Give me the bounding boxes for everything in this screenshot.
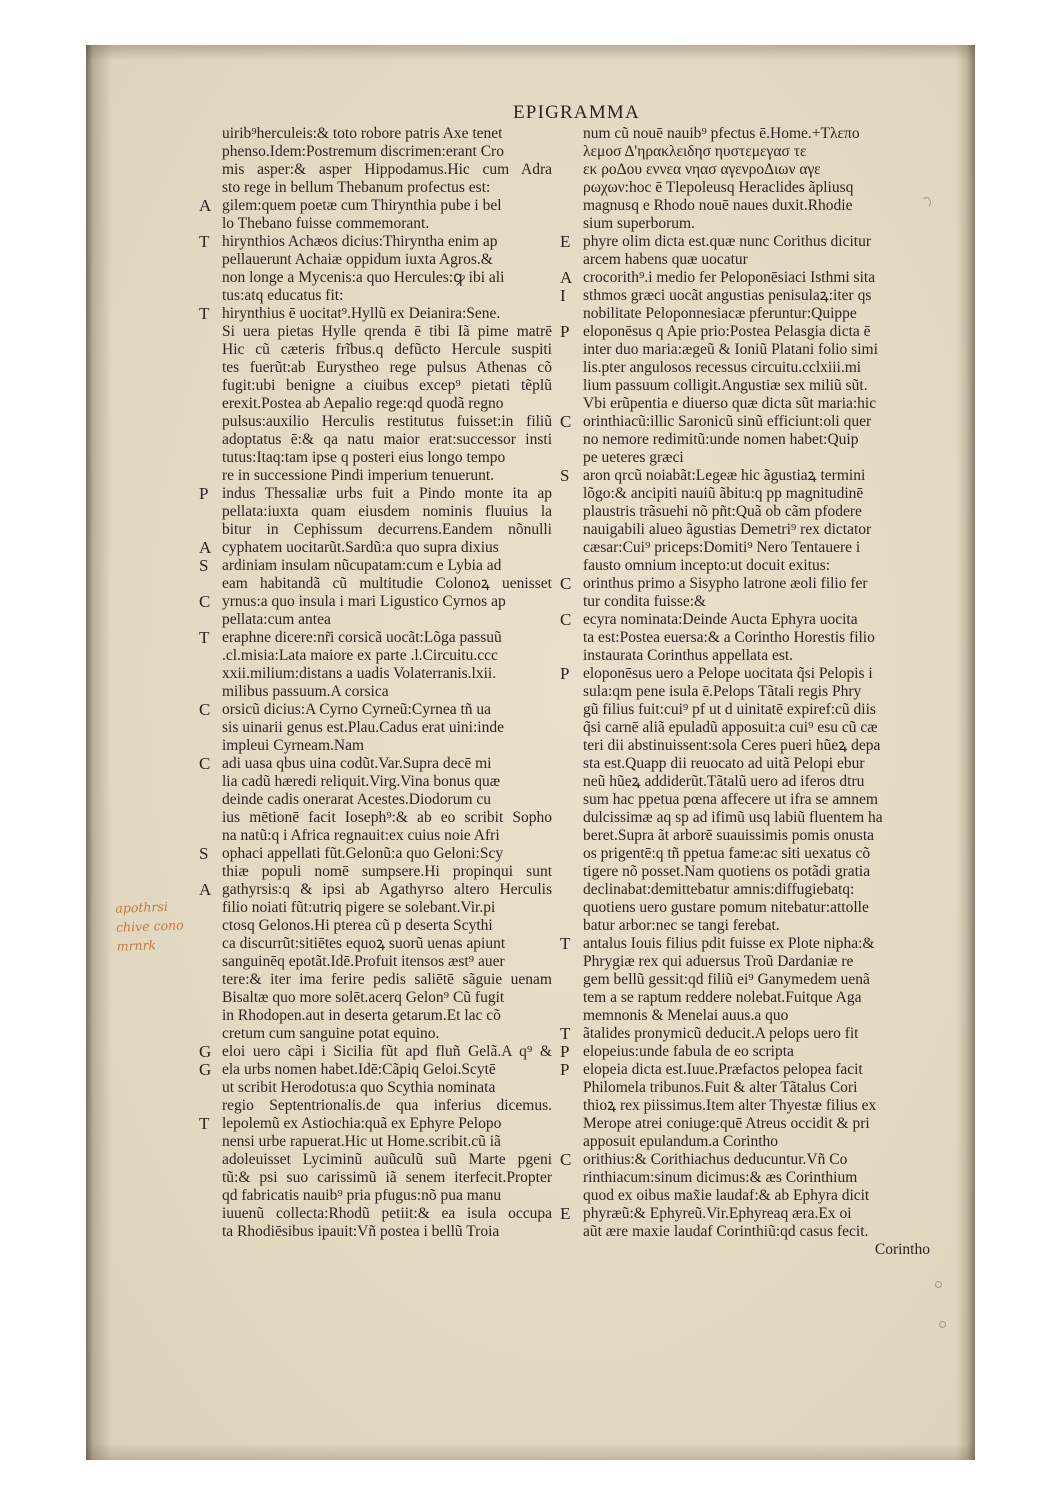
line-text: ctosq Gelonos.Hi pterea cũ p deserta Scythi xyxy=(222,917,493,934)
line-text: cæsar:Cui⁹ priceps:Domiti⁹ Nero Tentauere i xyxy=(583,539,861,556)
text-line xyxy=(222,1007,552,1025)
initial-letter: C xyxy=(560,1150,572,1169)
line-text: pulsus:auxilio Herculis restitutus fuisset:in filiũ xyxy=(222,413,552,430)
text-line xyxy=(583,251,933,269)
line-text: hirynthios Achæos dicius:Thiryntha enim ap xyxy=(222,233,498,250)
text-line xyxy=(583,845,933,863)
text-line xyxy=(583,899,933,917)
text-line xyxy=(560,322,933,341)
line-text: na natũ:q i Africa regnauit:ex cuius noie Afri xyxy=(222,827,500,844)
line-text: pellata:iuxta quam eiusdem nominis fluuius la xyxy=(222,503,552,520)
line-text: aũt ære maxie laudaf Corinthiũ:qd casus fecit. xyxy=(583,1223,869,1240)
line-text: Si uera pietas Hylle qrenda ē tibi Iã pime matrē xyxy=(222,323,552,340)
text-line xyxy=(222,521,552,539)
line-text: crocorith⁹.i medio fer Peloponēsiaci Isthmi sita xyxy=(583,269,876,286)
text-line xyxy=(199,484,552,503)
line-text: tus:atq educatus fit: xyxy=(222,287,344,304)
line-text: tem a se raptum reddere nolebat.Fuitque Aga xyxy=(583,989,862,1006)
margin-note-line: mrnrk xyxy=(116,937,157,954)
text-line xyxy=(222,683,552,701)
text-line xyxy=(583,719,933,737)
line-text: dulcissimæ aq sp ad ifimũ usq labiũ fluentem ha xyxy=(583,809,883,826)
line-text: gilem:quem poetæ cum Thirynthia pube i bel xyxy=(222,197,502,214)
text-line xyxy=(583,1169,933,1187)
text-line xyxy=(222,503,552,521)
text-line xyxy=(199,232,552,251)
line-text: declinabat:demittebatur amnis:diffugiebatq: xyxy=(583,881,855,898)
line-text: lõgo:& ancipiti nauiũ ãbitu:q pp magnitudinē xyxy=(583,485,864,502)
line-text: eloponēsus q Apie prio:Postea Pelasgia dicta ē xyxy=(583,323,871,340)
line-text: tur condita fuisse:& xyxy=(583,593,707,610)
text-line xyxy=(222,179,552,197)
line-text: memnonis & Menelai auus.a quo xyxy=(583,1007,789,1024)
initial-letter: P xyxy=(560,664,570,683)
text-line xyxy=(583,1133,933,1151)
initial-letter: T xyxy=(199,232,210,251)
line-text: mis asper:& asper Hippodamus.Hic cum Adra xyxy=(222,161,552,178)
initial-letter: A xyxy=(199,880,212,899)
text-line xyxy=(583,143,933,161)
text-line xyxy=(583,1079,933,1097)
text-line xyxy=(583,809,933,827)
text-line xyxy=(560,664,933,683)
text-line xyxy=(583,647,933,665)
line-text: .cl.misia:Lata maiore ex parte .l.Circuitu.ccc xyxy=(222,647,498,664)
line-text: num cũ nouē nauib⁹ pfectus ē.Home.+Τλεπο xyxy=(583,125,860,142)
stray-mark xyxy=(939,1321,946,1328)
initial-letter: A xyxy=(199,196,212,215)
line-text: sanguinēq epotãt.Idē.Profuit itensos æst⁹ auer xyxy=(222,953,505,970)
text-line xyxy=(560,1024,933,1043)
stray-mark xyxy=(935,1281,942,1288)
line-text: lium passuum colligit.Angustiæ sex miliũ sũt. xyxy=(583,377,868,394)
text-line xyxy=(583,215,933,233)
line-text: phenso.Idem:Postremum discrimen:erant Cro xyxy=(222,143,504,160)
initial-letter: S xyxy=(199,844,209,863)
text-line xyxy=(199,538,552,557)
text-line xyxy=(583,521,933,539)
initial-letter: S xyxy=(199,556,209,575)
line-text: nobilitate Peloponnesiacæ pferuntur:Quippe xyxy=(583,305,857,322)
line-text: tutus:Itaq:tam ipse q posteri eius longo tempo xyxy=(222,449,506,466)
line-text: re in successione Pindi imperium tenuerunt. xyxy=(222,467,495,484)
initial-letter: S xyxy=(560,466,570,485)
initial-letter: C xyxy=(199,754,211,773)
stray-mark xyxy=(922,197,931,208)
line-text: sthmos græci uocãt angustias penisulaꝝ:iter qs xyxy=(583,287,872,304)
initial-letter: A xyxy=(560,268,573,287)
text-line xyxy=(222,449,552,467)
line-text: sis uinarii genus est.Plau.Cadus erat uini:inde xyxy=(222,719,504,736)
line-text: filio noiati fũt:utriq pigere se solebant.Vir.pi xyxy=(222,899,496,916)
text-line xyxy=(222,1079,552,1097)
text-line xyxy=(583,197,933,215)
text-line xyxy=(199,844,552,863)
initial-letter: T xyxy=(199,628,210,647)
line-text: thioꝝ rex piissimus.Item alter Thyestæ filius ex xyxy=(583,1097,877,1114)
line-text: orsicũ dicius:A Cyrno Cyrneũ:Cyrnea tñ ua xyxy=(222,701,492,718)
line-text: orinthiacũ:illic Saronicũ sinũ efficiunt:oli quer xyxy=(583,413,872,430)
line-text: neũ hũeꝝ addiderũt.Tãtalũ uero ad iferos dtru xyxy=(583,773,865,790)
line-text: qd fabricatis nauib⁹ pria pfugus:nõ pua manu xyxy=(222,1187,502,1204)
text-line xyxy=(583,827,933,845)
line-text: lepolemũ ex Astiochia:quã ex Ephyre Pelopo xyxy=(222,1115,502,1132)
line-text: beret.Supra ãt arborē suauissimis pomis onusta xyxy=(583,827,875,844)
handwritten-margin-note xyxy=(115,895,217,955)
text-line xyxy=(222,1025,552,1043)
line-text: ut scribit Herodotus:a quo Scythia nominata xyxy=(222,1079,496,1096)
text-line xyxy=(222,719,552,737)
text-line xyxy=(222,413,552,431)
line-text: adi uasa qbus uina codũt.Var.Supra decē mi xyxy=(222,755,492,772)
text-line xyxy=(560,232,933,251)
initial-letter: P xyxy=(199,484,209,503)
line-text: tere:& iter ima ferire pedis saliētē sãguie uenam xyxy=(222,971,552,988)
text-line xyxy=(222,161,552,179)
line-text: elopeia dicta est.Iuue.Præfactos pelopea facit xyxy=(583,1061,863,1078)
line-text: xxii.milium:distans a uadis Volaterranis.lxii. xyxy=(222,665,497,682)
initial-letter: C xyxy=(199,700,211,719)
text-line xyxy=(222,1187,552,1205)
line-text: sula:qm pene isula ē.Pelops Tãtali regis Phry xyxy=(583,683,862,700)
line-text: adoptatus ē:& qa natu maior erat:successor insti xyxy=(222,431,552,448)
line-text: plaustris trãsuehi nõ pñt:Quã ob cãm pfodere xyxy=(583,503,862,520)
text-line xyxy=(583,1007,933,1025)
line-text: cretum cum sanguine potat equino. xyxy=(222,1025,440,1042)
text-line xyxy=(560,412,933,431)
line-text: eraphne dicere:nr̃i corsicã uocãt:Lõga passuũ xyxy=(222,629,502,646)
line-text: sum hac ppetua pœna affecere ut ifra se amnem xyxy=(583,791,878,808)
line-text: ρωχων:hoc ē Tlepoleusq Heraclides ãpliusq xyxy=(583,179,854,196)
line-text: eam habitandã cũ multitudie Colonoꝝ uenisset xyxy=(222,575,552,592)
line-text: Phrygiæ rex qui aduersus Troũ Dardaniæ re xyxy=(583,953,854,970)
line-text: tigere nõ posset.Nam quotiens os potãdi gratia xyxy=(583,863,871,880)
line-text: fausto omnium incepto:ut docuit exitus: xyxy=(583,557,831,574)
catchword: Corintho xyxy=(874,1241,930,1258)
line-text: hirynthius ē uocitat⁹.Hyllũ ex Deianira:Sene. xyxy=(222,305,501,322)
text-line xyxy=(222,1133,552,1151)
left-text-column xyxy=(199,125,552,1241)
line-text: orinthus primo a Sisypho latrone æoli filio fer xyxy=(583,575,868,592)
text-line xyxy=(222,287,552,305)
initial-letter: P xyxy=(560,1060,570,1079)
text-line xyxy=(222,1151,552,1169)
line-text: ela urbs nomen habet.Idē:Cãpiq Geloi.Scytē xyxy=(222,1061,496,1078)
text-line xyxy=(222,143,552,161)
text-line xyxy=(199,556,552,575)
text-line xyxy=(222,323,552,341)
text-line xyxy=(583,701,933,719)
scanned-page xyxy=(86,45,975,1460)
line-text: nauigabili alueo ãgustias Demetri⁹ rex dictator xyxy=(583,521,872,538)
line-text: eloi uero cãpi i Sicilia fũt apd fluñ Gelã.A q⁹ & xyxy=(222,1043,552,1060)
text-line xyxy=(583,377,933,395)
line-text: tũ:& psi suo carissimũ iã senem iterfecit.Propter xyxy=(222,1169,552,1186)
text-line xyxy=(583,1187,933,1205)
line-text: lo Thebano fuisse commemorant. xyxy=(222,215,430,232)
line-text: quod ex oibus max̃ie laudaf:& ab Ephyra dicit xyxy=(583,1187,870,1204)
text-line xyxy=(222,989,552,1007)
line-text: gem bellũ gessit:qd filiũ ei⁹ Ganymedem uenã xyxy=(583,971,870,988)
line-text: antalus Iouis filius pdit fuisse ex Plote nipha:& xyxy=(583,935,875,952)
line-text: bitur in Cephissum decurrens.Eandem nõnulli xyxy=(222,521,552,538)
initial-letter: P xyxy=(560,322,570,341)
text-line xyxy=(583,953,933,971)
text-line xyxy=(199,1060,552,1079)
initial-letter: C xyxy=(560,412,572,431)
text-line xyxy=(222,827,552,845)
text-line xyxy=(199,1114,552,1133)
initial-letter: E xyxy=(560,232,571,251)
line-text: inter duo maria:ægeũ & Ioniũ Platani folio simi xyxy=(583,341,878,358)
running-title: EPIGRAMMA xyxy=(513,102,640,123)
line-text: uirib⁹herculeis:& toto robore patris Axe tenet xyxy=(222,125,503,142)
line-text: λεμοσ Δ'ηρακλειδησ ηυστεμεγασ τε xyxy=(583,143,807,160)
line-text: ius mētionē facit Ioseph⁹:& ab eo scribit Sopho xyxy=(222,809,552,826)
line-text: no nemore redimitũ:unde nomen habet:Quip xyxy=(583,431,859,448)
text-line xyxy=(222,953,552,971)
text-line xyxy=(222,377,552,395)
initial-letter: P xyxy=(560,1042,570,1061)
line-text: pellauerunt Achaiæ oppidum iuxta Agros.& xyxy=(222,251,493,268)
initial-letter: C xyxy=(560,610,572,629)
initial-letter: A xyxy=(199,538,212,557)
line-text: q̃si carnē aliã epuladũ apposuit:a cui⁹ esu cũ cæ xyxy=(583,719,878,736)
text-line xyxy=(222,269,552,287)
line-text: pellata:cum antea xyxy=(222,611,331,628)
line-text: nensi urbe rapuerat.Hic ut Home.scribit.cũ iã xyxy=(222,1133,501,1150)
text-line xyxy=(222,935,552,953)
text-line xyxy=(560,610,933,629)
text-line xyxy=(222,1223,552,1241)
text-line xyxy=(199,304,552,323)
text-line xyxy=(222,809,552,827)
margin-note-line: apothrsi xyxy=(115,898,169,916)
initial-letter: C xyxy=(199,592,211,611)
line-text: ta est:Postea euersa:& a Corintho Horestis filio xyxy=(583,629,875,646)
line-text: Bisaltæ quo more solēt.acerq Gelon⁹ Cũ fugit xyxy=(222,989,505,1006)
line-text: magnusq e Rhodo nouē naues duxit.Rhodie xyxy=(583,197,853,214)
text-line xyxy=(583,683,933,701)
line-text: Hic cũ cæteris frĩbus.q defũcto Hercule suspiti xyxy=(222,341,552,358)
text-line xyxy=(560,574,933,593)
line-text: ardiniam insulam nũcupatam:cum e Lybia ad xyxy=(222,557,502,574)
line-text: lis.pter angulosos recessus circuitu.cclxiii.mi xyxy=(583,359,862,376)
line-text: quotiens uero gustare pomum nitebatur:attolle xyxy=(583,899,869,916)
text-line xyxy=(222,341,552,359)
text-line xyxy=(583,773,933,791)
text-line xyxy=(222,431,552,449)
line-text: arcem habens quæ uocatur xyxy=(583,251,748,268)
line-text: phyræũ:& Ephyreũ.Vir.Ephyreaq æra.Ex oi xyxy=(583,1205,852,1222)
text-line xyxy=(222,899,552,917)
line-text: ecyra nominata:Deinde Aucta Ephyra uocita xyxy=(583,611,858,628)
text-line xyxy=(222,215,552,233)
text-line xyxy=(583,161,933,179)
text-line xyxy=(222,665,552,683)
initial-letter: T xyxy=(560,934,571,953)
text-line xyxy=(583,125,933,143)
line-text: phyre olim dicta est.quæ nunc Corithus dicitur xyxy=(583,233,871,250)
line-text: non longe a Mycenis:a quo Hercules:ꝙ ibi ali xyxy=(222,269,505,286)
text-line xyxy=(560,1042,933,1061)
line-text: regio Septentrionalis.de qua inferius dicemus. xyxy=(222,1097,552,1114)
text-line xyxy=(583,791,933,809)
text-line xyxy=(560,1204,933,1223)
line-text: sium superborum. xyxy=(583,215,695,232)
line-text: deinde cadis onerarat Acestes.Diodorum cu xyxy=(222,791,492,808)
text-line xyxy=(583,431,933,449)
text-line xyxy=(583,359,933,377)
line-text: sta est.Quapp dii reuocato ad uitã Pelopi ebur xyxy=(583,755,865,772)
initial-letter: G xyxy=(199,1042,212,1061)
line-text: batur arbor:nec se tangi ferebat. xyxy=(583,917,780,934)
text-line xyxy=(222,251,552,269)
text-line xyxy=(583,755,933,773)
line-text: erexit.Postea ab Aepalio rege:qd quodã regno xyxy=(222,395,504,412)
line-text: yrnus:a quo insula i mari Ligustico Cyrnos ap xyxy=(222,593,506,610)
text-line xyxy=(199,1042,552,1061)
text-line xyxy=(583,395,933,413)
text-line xyxy=(583,863,933,881)
text-line xyxy=(199,592,552,611)
text-line xyxy=(583,179,933,197)
text-line xyxy=(560,286,933,305)
line-text: Merope atrei coniuge:quē Atreus occidit & pri xyxy=(583,1115,870,1132)
right-text-column xyxy=(560,125,933,1241)
line-text: ãtalides pronymicũ deducit.A pelops uero fit xyxy=(583,1025,859,1042)
text-line xyxy=(222,359,552,377)
text-line xyxy=(222,863,552,881)
line-text: in Rhodopen.aut in deserta getarum.Et lac cõ xyxy=(222,1007,501,1024)
text-line xyxy=(199,754,552,773)
text-line xyxy=(583,989,933,1007)
initial-letter: T xyxy=(560,1024,571,1043)
text-line xyxy=(583,881,933,899)
text-line xyxy=(222,791,552,809)
line-text: sto rege in bellum Thebanum profectus est: xyxy=(222,179,491,196)
text-line xyxy=(222,737,552,755)
text-line xyxy=(222,971,552,989)
line-text: Philomela tribunos.Fuit & alter Tãtalus Cori xyxy=(583,1079,858,1096)
line-text: orithius:& Corithiachus deducuntur.Vñ Co xyxy=(583,1151,848,1168)
text-line xyxy=(583,1097,933,1115)
line-text: impleui Cyrneam.Nam xyxy=(222,737,365,754)
text-line xyxy=(222,773,552,791)
text-line xyxy=(199,196,552,215)
line-text: instaurata Corinthus appellata est. xyxy=(583,647,794,664)
line-text: tes fuerũt:ab Eurystheo rege pulsus Athenas cõ xyxy=(222,359,552,376)
line-text: teri dii abstinuissent:sola Ceres pueri hũeꝝ depa xyxy=(583,737,881,754)
text-line xyxy=(583,503,933,521)
line-text: elopeius:unde fabula de eo scripta xyxy=(583,1043,794,1060)
text-line xyxy=(583,1223,933,1241)
line-text: eloponēsus uero a Pelope uocitata q̃si Pelopis i xyxy=(583,665,873,682)
line-text: gũ filius fuit:cui⁹ pf ut d uinitatē expiref:cũ diis xyxy=(583,701,876,718)
line-text: Vbi erũpentia e diuerso quæ dicta sũt maria:hic xyxy=(583,395,877,412)
text-line xyxy=(199,700,552,719)
text-line xyxy=(583,341,933,359)
line-text: ca discurrũt:sitiētes equoꝝ suorũ uenas apiunt xyxy=(222,935,506,952)
text-line xyxy=(222,917,552,935)
text-line xyxy=(222,395,552,413)
line-text: adoleuisset Lyciminũ auũculũ suũ Marte pgeni xyxy=(222,1151,552,1168)
text-line xyxy=(222,647,552,665)
initial-letter: I xyxy=(560,286,566,305)
text-line xyxy=(583,485,933,503)
line-text: ophaci appellati fũt.Gelonũ:a quo Geloni:Scy xyxy=(222,845,504,862)
text-line xyxy=(199,880,552,899)
text-line xyxy=(222,1169,552,1187)
line-text: os prigentē:q tñ ppetua fame:ac siti uexatus cõ xyxy=(583,845,871,862)
text-line xyxy=(583,593,933,611)
line-text: thiæ populi nomē sumpsere.Hi propinqui sunt xyxy=(222,863,552,880)
initial-letter: C xyxy=(560,574,572,593)
text-line xyxy=(583,1115,933,1133)
text-line xyxy=(583,539,933,557)
line-text: fugit:ubi benigne a ciuibus excep⁹ pietati tẽplũ xyxy=(222,377,552,394)
margin-note-line: chive cono xyxy=(115,917,184,935)
text-line xyxy=(583,917,933,935)
line-text: aron qrcũ noiabãt:Legeæ hic ãgustiaꝝ termini xyxy=(583,467,866,484)
text-line xyxy=(222,1205,552,1223)
line-text: lia cadũ hæredi reliquit.Virg.Vina bonus quæ xyxy=(222,773,501,790)
line-text: gathyrsis:q & ipsi ab Agathyrso altero Herculis xyxy=(222,881,552,898)
text-line xyxy=(560,268,933,287)
text-line xyxy=(583,629,933,647)
text-line xyxy=(583,557,933,575)
initial-letter: G xyxy=(199,1060,212,1079)
text-line xyxy=(560,934,933,953)
text-line xyxy=(583,449,933,467)
text-line xyxy=(222,575,552,593)
text-line xyxy=(222,611,552,629)
line-text: apposuit epulandum.a Corintho xyxy=(583,1133,779,1150)
line-text: cyphatem uocitarũt.Sardũ:a quo supra dixius xyxy=(222,539,499,556)
initial-letter: T xyxy=(199,1114,210,1133)
text-line xyxy=(199,628,552,647)
line-text: rinthiacum:sinum dicimus:& æs Corinthium xyxy=(583,1169,858,1186)
text-line xyxy=(583,737,933,755)
line-text: milibus passuum.A corsica xyxy=(222,683,389,700)
line-text: indus Thessaliæ urbs fuit a Pindo monte ita ap xyxy=(222,485,552,502)
text-line xyxy=(560,1150,933,1169)
line-text: εκ ροΔου εννεα νηασ αγενροΔιων αγε xyxy=(583,161,821,178)
text-line xyxy=(560,1060,933,1079)
initial-letter: T xyxy=(199,304,210,323)
line-text: pe ueteres græci xyxy=(583,449,684,466)
text-line xyxy=(222,125,552,143)
initial-letter: E xyxy=(560,1204,571,1223)
text-line xyxy=(560,466,933,485)
line-text: iuuenũ collecta:Rhodũ petiit:& ea isula occupa xyxy=(222,1205,552,1222)
line-text: ta Rhodiēsibus ipauit:Vñ postea i bellũ Troia xyxy=(222,1223,500,1240)
text-line xyxy=(222,1097,552,1115)
text-line xyxy=(583,971,933,989)
text-line xyxy=(583,305,933,323)
text-line xyxy=(222,467,552,485)
